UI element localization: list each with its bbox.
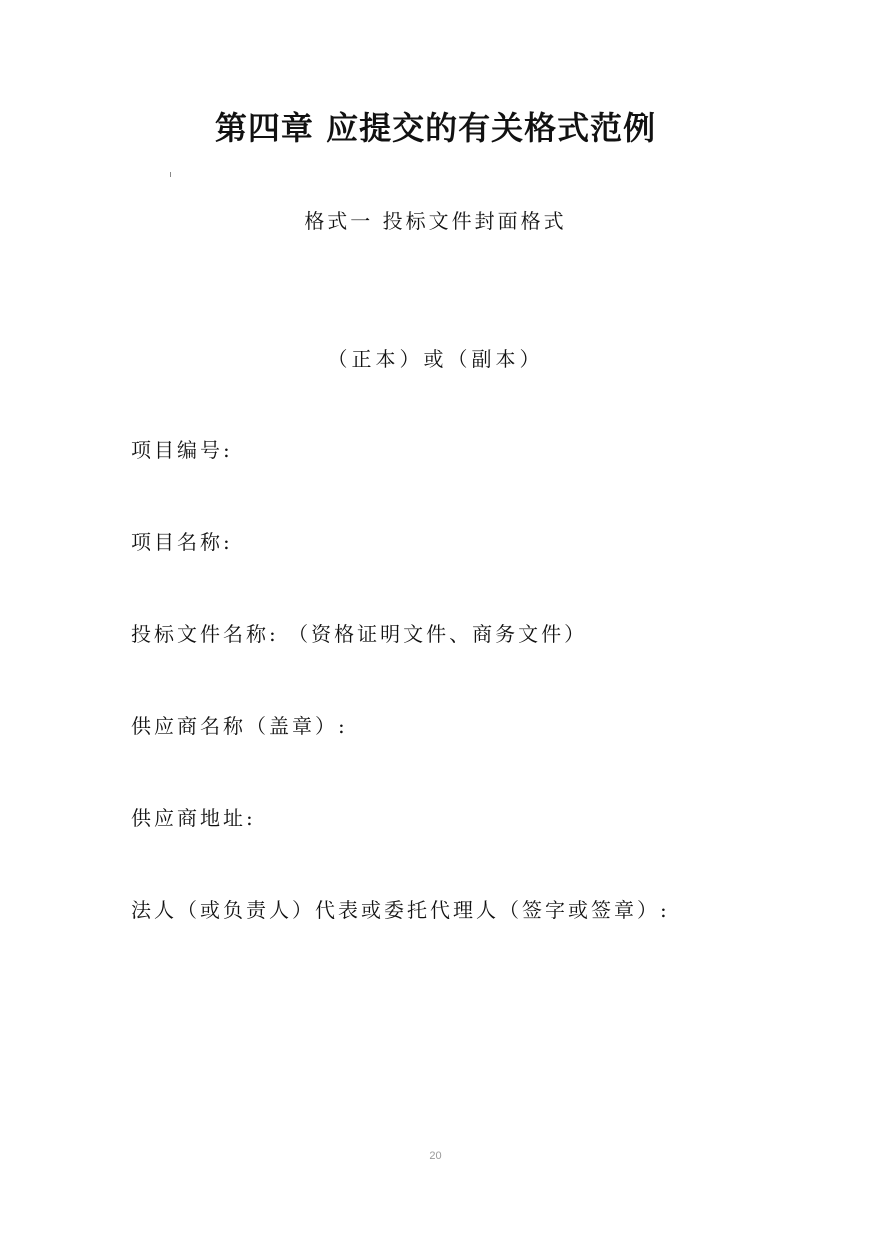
page-number: 20 — [429, 1150, 442, 1162]
project-number-field: 项目编号: — [131, 438, 233, 462]
legal-representative-field: 法人（或负责人）代表或委托代理人（签字或签章）: — [131, 898, 670, 922]
stray-mark — [170, 172, 171, 177]
copy-type-label: （正本）或（副本） — [327, 347, 544, 371]
format-title: 格式一 投标文件封面格式 — [304, 209, 567, 233]
supplier-name-field: 供应商名称（盖章）: — [131, 714, 348, 738]
chapter-title: 第四章 应提交的有关格式范例 — [214, 109, 657, 147]
project-name-field: 项目名称: — [131, 530, 233, 554]
supplier-address-field: 供应商地址: — [131, 806, 256, 830]
bid-document-name-field: 投标文件名称: （资格证明文件、商务文件） — [131, 622, 588, 646]
